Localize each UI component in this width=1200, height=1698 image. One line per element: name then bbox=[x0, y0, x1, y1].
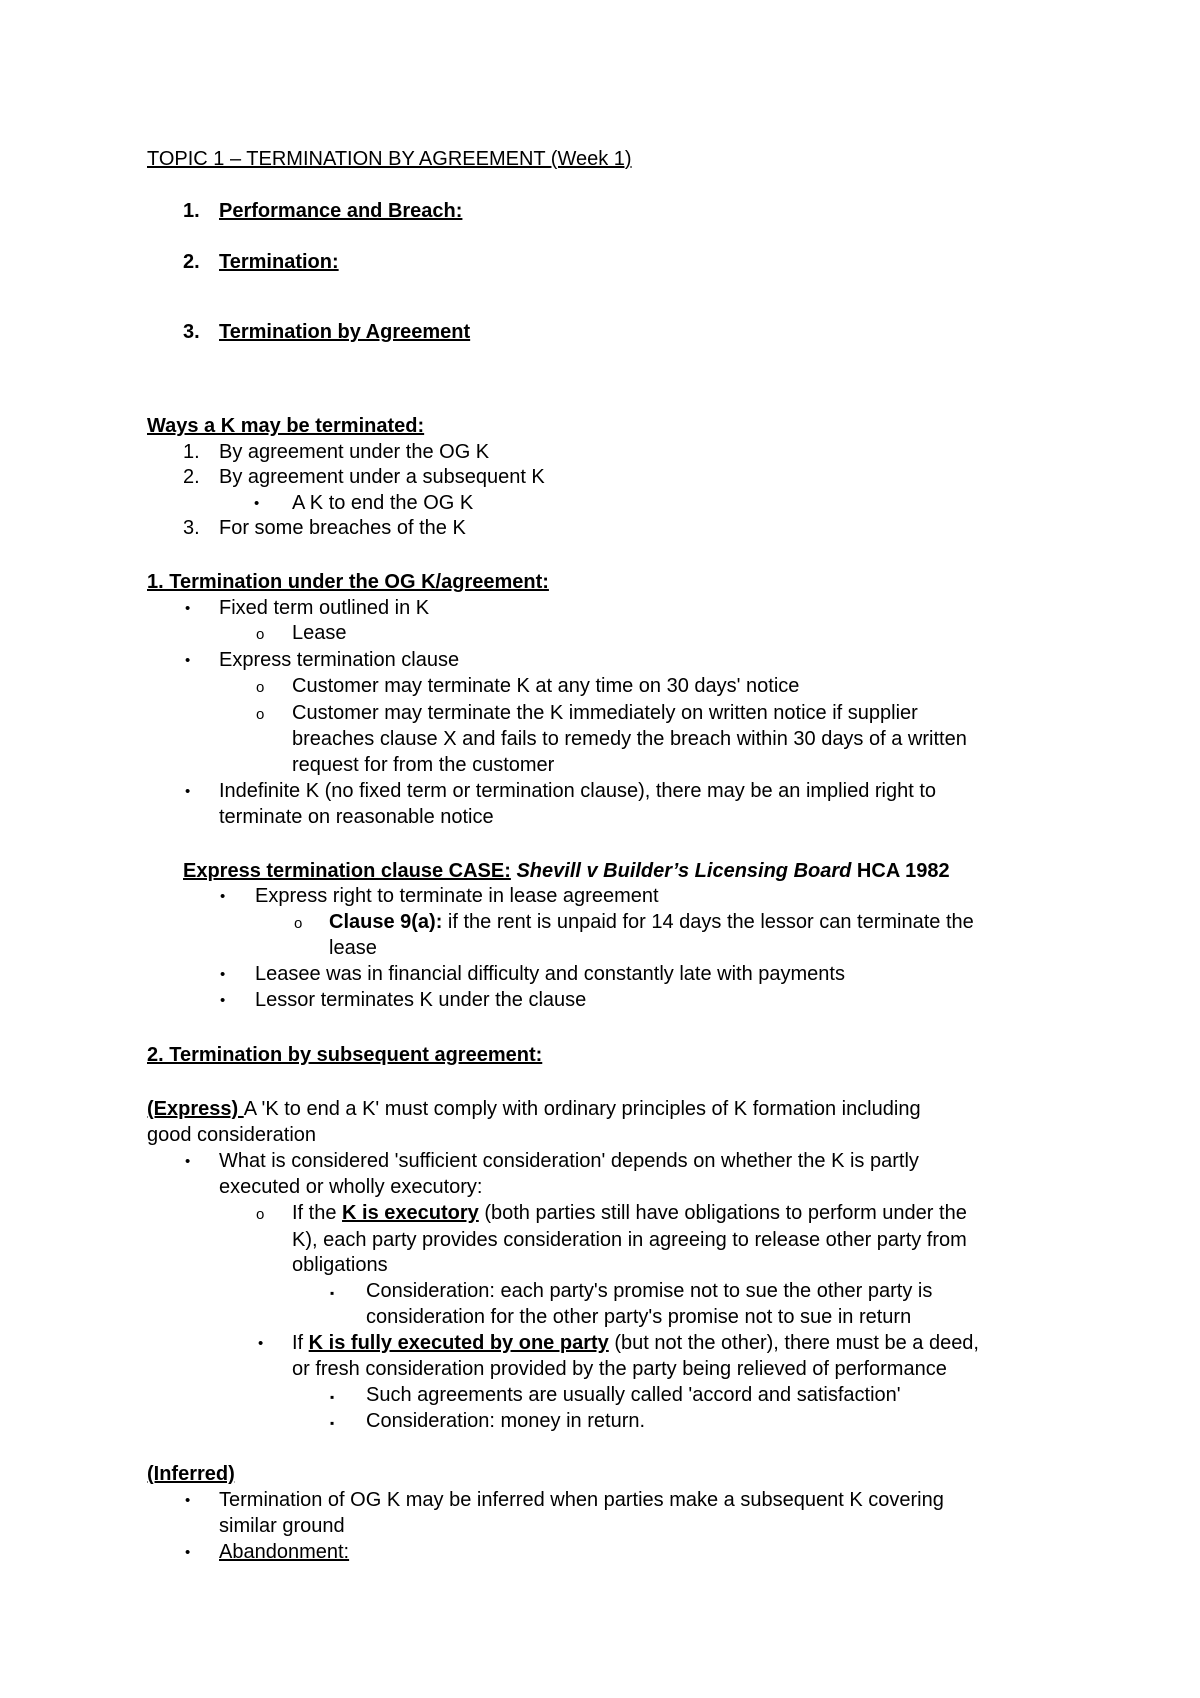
list-item-continuation: executed or wholly executory: bbox=[219, 1176, 483, 1198]
circle-bullet-icon: o bbox=[256, 626, 265, 643]
square-bullet-icon: ▪ bbox=[330, 1416, 335, 1430]
subsequent-heading: 2. Termination by subsequent agreement: bbox=[147, 1044, 543, 1066]
list-item: A K to end the OG K bbox=[292, 492, 474, 514]
bullet-icon: • bbox=[185, 1544, 191, 1561]
case-citation: HCA 1982 bbox=[851, 860, 950, 882]
list-item: Customer may terminate the K immediately on written notice if supplier bbox=[292, 702, 918, 724]
bullet-icon: • bbox=[185, 783, 191, 800]
text-run: If bbox=[292, 1332, 309, 1354]
express-text: A 'K to end a K' must comply with ordinary principles of K formation including bbox=[243, 1098, 921, 1120]
og-heading: 1. Termination under the OG K/agreement: bbox=[147, 571, 549, 593]
circle-bullet-icon: o bbox=[294, 915, 303, 932]
case-heading-label: Express termination clause CASE: bbox=[183, 860, 511, 882]
section-number: 1. bbox=[183, 200, 200, 222]
section-heading-performance: Performance and Breach: bbox=[219, 200, 463, 222]
list-item: Consideration: money in return. bbox=[366, 1410, 646, 1432]
list-item bbox=[329, 910, 974, 935]
bullet-icon: • bbox=[220, 992, 226, 1009]
list-item bbox=[292, 1331, 979, 1356]
list-item: Lease bbox=[292, 622, 347, 644]
express-paragraph bbox=[147, 1097, 921, 1122]
circle-bullet-icon: o bbox=[256, 706, 265, 723]
list-item: For some breaches of the K bbox=[219, 517, 466, 539]
bullet-icon: • bbox=[185, 1492, 191, 1509]
list-item-continuation: obligations bbox=[292, 1254, 388, 1276]
list-item: What is considered 'sufficient consideration' depends on whether the K is partly bbox=[219, 1150, 919, 1172]
express-paragraph-continuation: good consideration bbox=[147, 1124, 317, 1146]
circle-bullet-icon: o bbox=[256, 679, 265, 696]
bullet-icon: • bbox=[258, 1335, 264, 1352]
document-title: TOPIC 1 – TERMINATION BY AGREEMENT (Week 1) bbox=[147, 148, 632, 170]
list-number: 2. bbox=[183, 466, 200, 488]
executory-term: K is executory bbox=[342, 1202, 479, 1224]
list-item-continuation: breaches clause X and fails to remedy the breach within 30 days of a written bbox=[292, 728, 967, 750]
section-heading-termination-by-agreement: Termination by Agreement bbox=[219, 321, 471, 343]
list-item: Express termination clause bbox=[219, 649, 460, 671]
bullet-icon: • bbox=[185, 1153, 191, 1170]
section-heading-termination: Termination: bbox=[219, 251, 339, 273]
list-item: Consideration: each party's promise not to sue the other party is bbox=[366, 1280, 933, 1302]
bullet-icon: • bbox=[220, 888, 226, 905]
list-item: Such agreements are usually called 'accord and satisfaction' bbox=[366, 1384, 901, 1406]
list-item: Customer may terminate K at any time on 30 days' notice bbox=[292, 675, 800, 697]
ways-heading: Ways a K may be terminated: bbox=[147, 415, 425, 437]
list-item: Leasee was in financial difficulty and constantly late with payments bbox=[255, 963, 845, 985]
list-item: Express right to terminate in lease agreement bbox=[255, 885, 659, 907]
list-item-continuation: or fresh consideration provided by the party being relieved of performance bbox=[292, 1358, 947, 1380]
list-item bbox=[292, 1201, 967, 1226]
section-number: 3. bbox=[183, 321, 200, 343]
case-heading bbox=[183, 859, 950, 884]
list-item: By agreement under the OG K bbox=[219, 441, 490, 463]
bullet-icon: • bbox=[185, 652, 191, 669]
fully-executed-term: K is fully executed by one party bbox=[308, 1332, 609, 1354]
list-number: 3. bbox=[183, 517, 200, 539]
bullet-icon: • bbox=[220, 966, 226, 983]
express-label: (Express) bbox=[147, 1098, 244, 1120]
inferred-label: (Inferred) bbox=[147, 1463, 235, 1485]
circle-bullet-icon: o bbox=[256, 1206, 265, 1223]
abandonment-item: Abandonment: bbox=[219, 1541, 350, 1563]
square-bullet-icon: ▪ bbox=[330, 1390, 335, 1404]
list-item-continuation: terminate on reasonable notice bbox=[219, 806, 494, 828]
list-item: By agreement under a subsequent K bbox=[219, 466, 545, 488]
list-item-continuation: request for from the customer bbox=[292, 754, 555, 776]
list-item: Fixed term outlined in K bbox=[219, 597, 430, 619]
list-item-continuation: lease bbox=[329, 937, 377, 959]
list-item-continuation: similar ground bbox=[219, 1515, 345, 1537]
clause-label: Clause 9(a): bbox=[329, 911, 443, 933]
section-number: 2. bbox=[183, 251, 200, 273]
square-bullet-icon: ▪ bbox=[330, 1286, 335, 1300]
text-run: (but not the other), there must be a deed, bbox=[608, 1332, 979, 1354]
text-run: (both parties still have obligations to perform under the bbox=[478, 1202, 967, 1224]
list-item: Termination of OG K may be inferred when parties make a subsequent K covering bbox=[219, 1489, 944, 1511]
text-run: If the bbox=[292, 1202, 343, 1224]
bullet-icon: • bbox=[254, 495, 260, 512]
bullet-icon: • bbox=[185, 600, 191, 617]
list-item: Lessor terminates K under the clause bbox=[255, 989, 587, 1011]
list-number: 1. bbox=[183, 441, 200, 463]
case-name: Shevill v Builder’s Licensing Board bbox=[516, 860, 852, 882]
list-item-continuation: consideration for the other party's promise not to sue in return bbox=[366, 1306, 912, 1328]
list-item-continuation: K), each party provides consideration in agreeing to release other party from bbox=[292, 1229, 967, 1251]
clause-text: if the rent is unpaid for 14 days the lessor can terminate the bbox=[442, 911, 974, 933]
list-item: Indefinite K (no fixed term or termination clause), there may be an implied right to bbox=[219, 780, 937, 802]
